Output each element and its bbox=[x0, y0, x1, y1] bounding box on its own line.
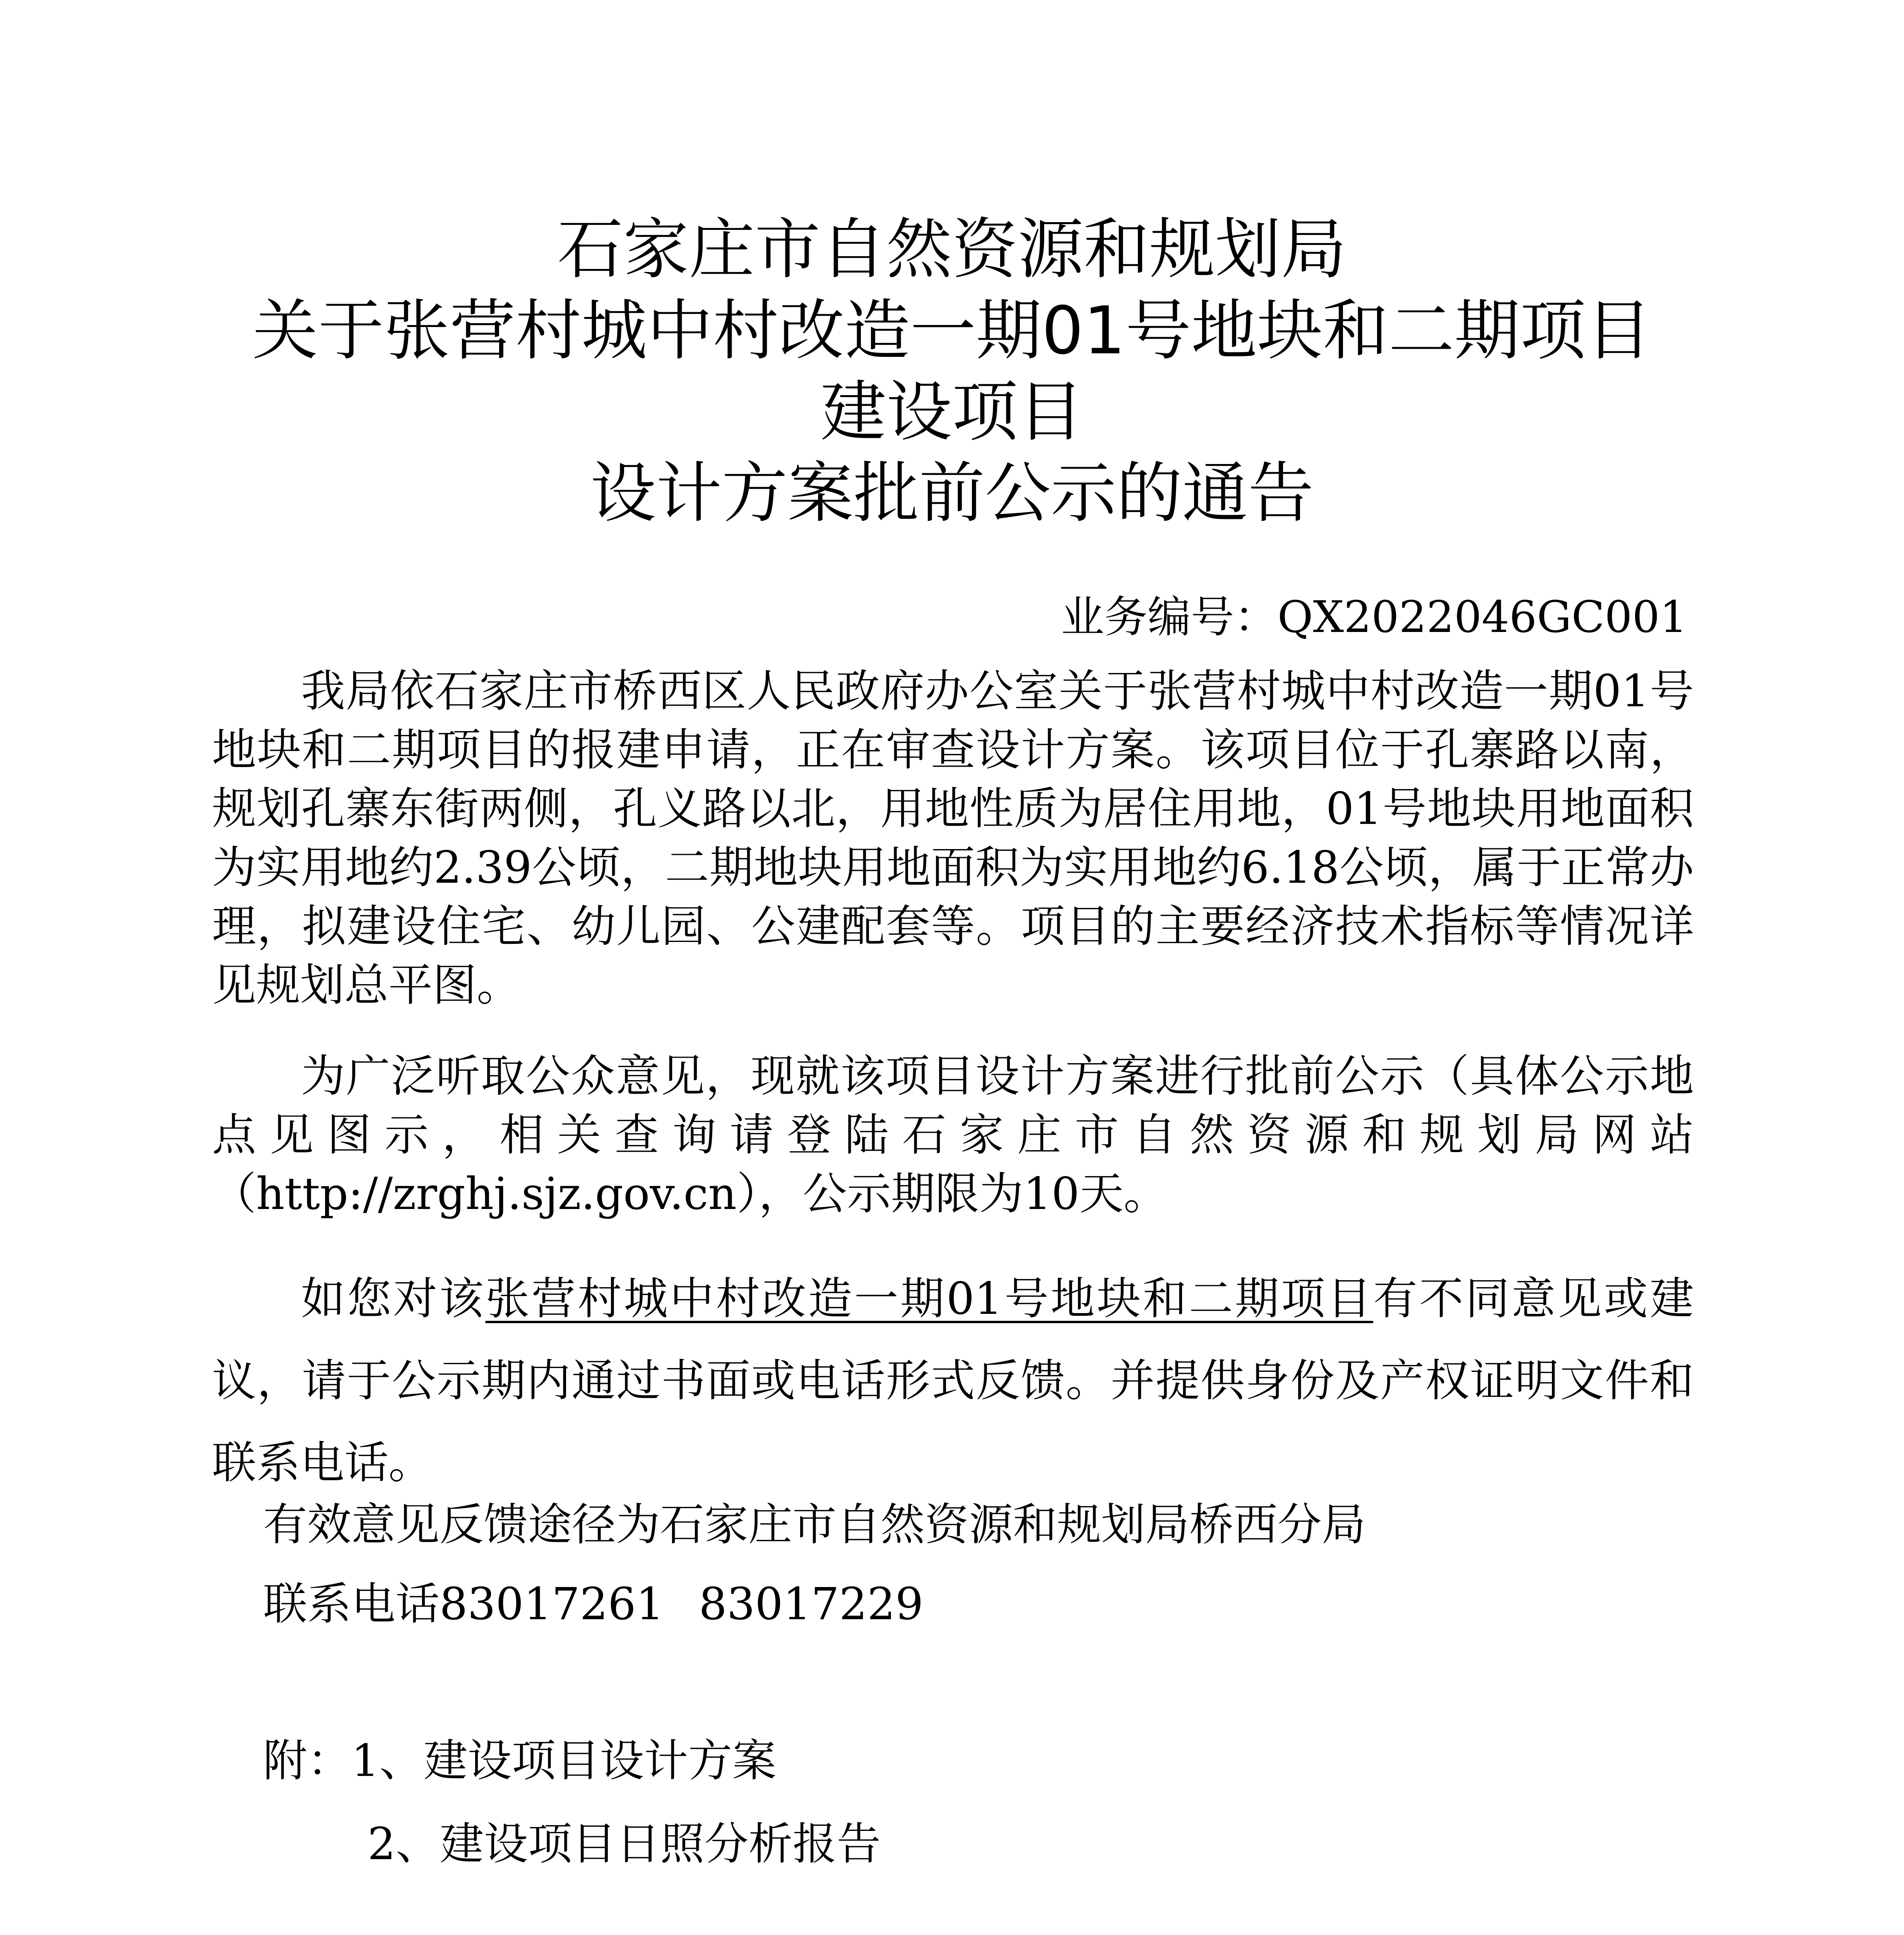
feedback-prefix: 如您对该 bbox=[301, 1273, 486, 1324]
title-line-4: 设计方案批前公示的通告 bbox=[590, 455, 1314, 532]
title-line-1: 石家庄市自然资源和规划局 bbox=[557, 211, 1347, 288]
attachment-item-1: 附：1、建设项目设计方案 bbox=[263, 1735, 777, 1786]
paragraph-public-notice: 为广泛听取公众意见，现就该项目设计方案进行批前公示（具体公示地点见图示，相关查询请登陆石家庄市自然资源和规划局网站（http://zrghj.sjz.gov.cn），公示期限为10天。 bbox=[212, 1050, 1694, 1219]
phone-label: 联系电话83017261 bbox=[263, 1578, 664, 1630]
paragraph-feedback-request bbox=[212, 1258, 1694, 1504]
paragraph-project-description: 我局依石家庄市桥西区人民政府办公室关于张营村城中村改造一期01号地块和二期项目的报建申请，正在审查设计方案。该项目位于孔寨路以南，规划孔寨东街两侧，孔义路以北，用地性质为居住用地，01号地块用地面积为实用地约2.39公顷，二期地块用地面积为实用地约6.18公顷，属于正常办理，拟建设住宅、幼儿园、公建配套等。项目的主要经济技术指标等情况详见规划总平图。 bbox=[212, 665, 1694, 1011]
feedback-suffix: 有不同意见或建议，请于公示期内通过书面或电话形式反馈。并提供身份及产权证明文件和联系电话。 bbox=[212, 1273, 1694, 1488]
attachment-item-2: 2、建设项目日照分析报告 bbox=[368, 1818, 881, 1870]
title-line-2: 关于张营村城中村改造一期01号地块和二期项目 bbox=[252, 293, 1652, 369]
notice-title bbox=[0, 209, 1904, 534]
feedback-channel: 有效意见反馈途径为石家庄市自然资源和规划局桥西分局 bbox=[263, 1499, 1366, 1550]
business-number: 业务编号：QX2022046GC001 bbox=[1061, 592, 1687, 642]
contact-phone bbox=[263, 1575, 958, 1633]
title-line-3: 建设项目 bbox=[820, 374, 1084, 450]
phone-second: 83017229 bbox=[699, 1578, 924, 1630]
project-name-underlined: 张营村城中村改造一期01号地块和二期项目 bbox=[485, 1273, 1374, 1324]
